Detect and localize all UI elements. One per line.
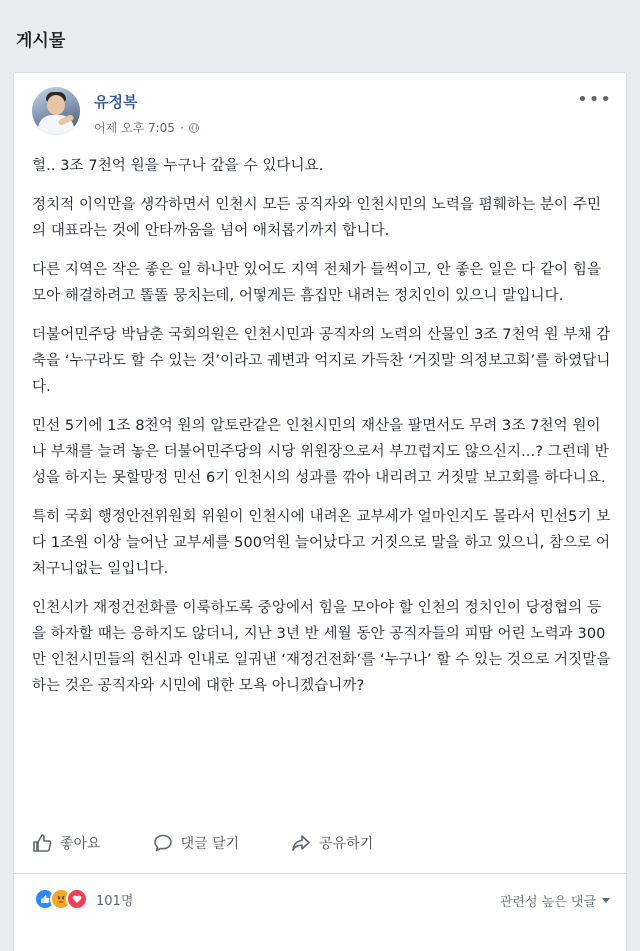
post-header	[14, 73, 626, 143]
post-card	[13, 72, 627, 951]
comment-button[interactable]	[153, 833, 240, 853]
post-paragraph: 인천시가 재정건전화를 이룩하도록 중앙에서 힘을 모아야 할 인천의 정치인이 당정협의 등을 하자할 때는 응하지도 않더니, 지난 3년 반 세월 동안 공직자들의 피땀 어린 노력과 300만 인천시민들의 헌신과 인내로 일궈낸 ‘재정건전화’를 ‘누구나’ 할 수 있는 것으로 거짓말을 하는 것은 공직자와 시민에 대한 모욕 아니겠습니까?	[32, 600, 611, 694]
post-paragraph: 헐.. 3조 7천억 원을 누구나 갚을 수 있다니요.	[32, 158, 324, 174]
reaction-summary[interactable]	[34, 888, 133, 910]
caret-down-icon	[602, 898, 610, 903]
post-paragraph: 정치적 이익만을 생각하면서 인천시 모든 공직자와 인천시민의 노력을 폄훼하는 분이 주민의 대표라는 것에 안타까움을 넘어 애처롭기까지 합니다.	[32, 197, 602, 239]
post-paragraph: 더불어민주당 박남춘 국회의원은 인천시민과 공직자의 노력의 산물인 3조 7천억 원 부채 감축을 ‘누구라도 할 수 있는 것’이라고 궤변과 억지로 가득찬 ‘거짓말 의정보고회’를 하였답니다.	[32, 327, 611, 395]
author-name[interactable]: 유정복	[94, 93, 138, 111]
post-timestamp[interactable]: 어제 오후 7:05	[94, 121, 175, 135]
post-paragraph: 다른 지역은 작은 좋은 일 하나만 있어도 지역 전체가 들썩이고, 안 좋은 일은 다 같이 힘을 모아 해결하려고 똘똘 뭉치는데, 어떻게든 흠집만 내려는 정치인이 있으니 말입니다.	[32, 262, 602, 304]
globe-icon[interactable]	[189, 123, 199, 133]
more-icon[interactable]: •••	[577, 89, 612, 110]
love-reaction-icon	[66, 888, 88, 910]
section-title: 게시물	[16, 31, 66, 51]
avatar[interactable]	[32, 87, 80, 135]
reaction-count[interactable]: 101명	[96, 893, 134, 909]
like-button[interactable]	[32, 833, 101, 853]
comment-sort-dropdown[interactable]	[500, 891, 610, 910]
meta-separator: ·	[179, 120, 184, 135]
like-label: 좋아요	[60, 836, 101, 852]
sort-label: 관련성 높은 댓글	[499, 895, 596, 910]
comment-label: 댓글 달기	[180, 836, 240, 852]
reaction-stats	[14, 873, 626, 918]
share-icon	[291, 833, 311, 853]
avatar-head	[47, 95, 65, 115]
post-body	[32, 153, 612, 712]
share-label: 공유하기	[319, 836, 374, 852]
post-paragraph: 특히 국회 행정안전위원회 위원이 인천시에 내려온 교부세가 얼마인지도 몰라서 민선5기 보다 1조원 이상 늘어난 교부세를 500억원 늘어났다고 거짓으로 말을 하고 있으니, 참으로 어처구니없는 일입니다.	[32, 509, 611, 577]
post-meta	[94, 119, 199, 136]
share-button[interactable]	[291, 833, 373, 853]
action-bar	[14, 821, 626, 865]
post-paragraph: 민선 5기에 1조 8천억 원의 알토란같은 인천시민의 재산을 팔면서도 무려 3조 7천억 원이나 부채를 늘려 놓은 더불어민주당의 시당 위원장으로서 부끄럽지도 않으신지...? 그런데 반성을 하지는 못할망정 민선 6기 인천시의 성과를 깎아 내리려고 거짓말 보고회를 하다니요.	[32, 418, 609, 486]
comment-icon	[153, 833, 173, 853]
thumbs-up-icon	[32, 833, 52, 853]
